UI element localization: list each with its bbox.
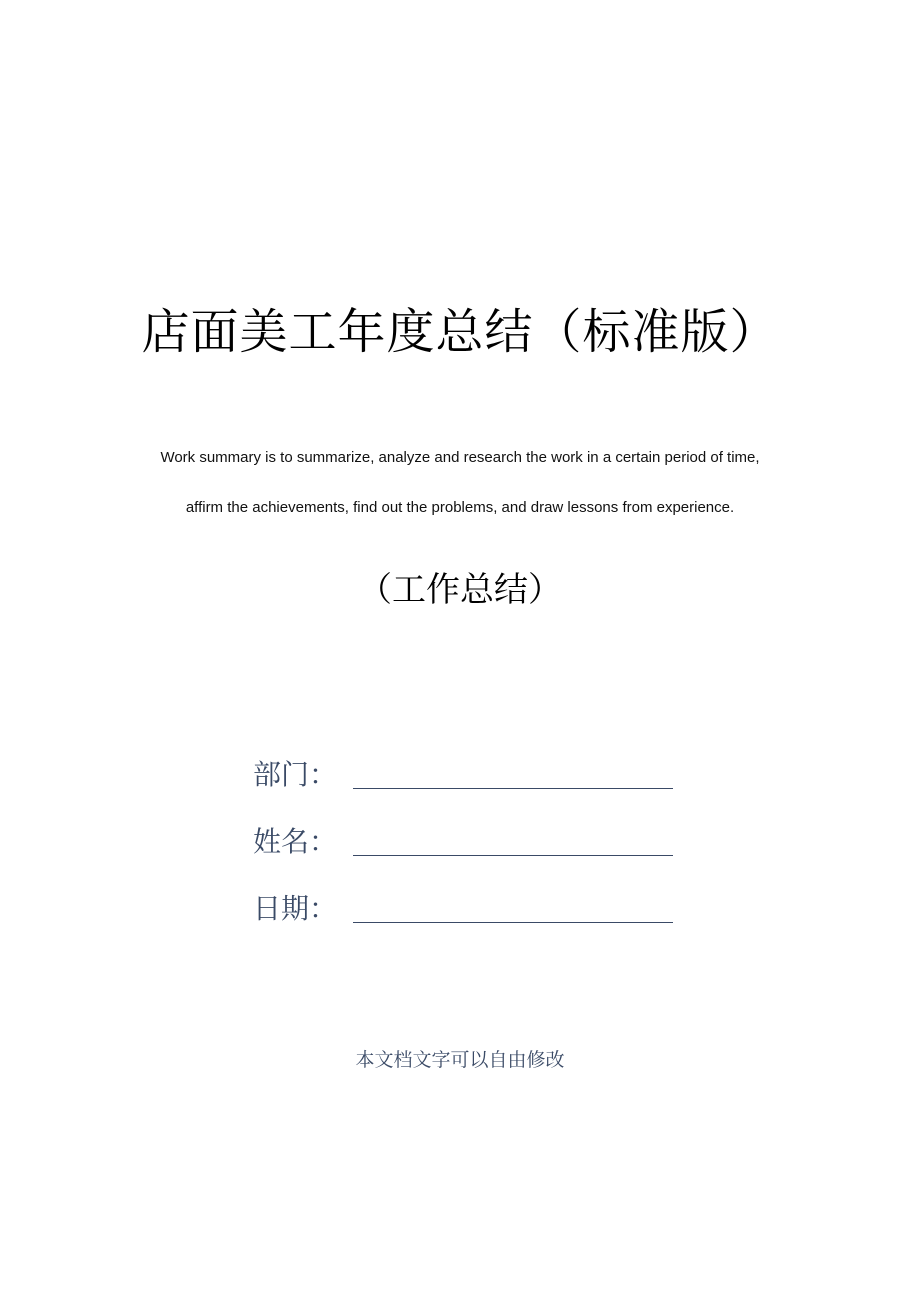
- editable-note: 本文档文字可以自由修改: [355, 1049, 565, 1071]
- department-blank-line[interactable]: [353, 788, 673, 789]
- department-field: [253, 755, 683, 799]
- department-label: 部门：: [253, 758, 338, 791]
- subtitle-line-1: Work summary is to summarize, analyze and research the work in a certain period of time,: [160, 449, 760, 466]
- name-field: [253, 822, 683, 866]
- subtitle-line-2: affirm the achievements, find out the problems, and draw lessons from experience.: [185, 499, 735, 516]
- document-category: （工作总结）: [358, 570, 562, 610]
- date-field: [253, 889, 683, 933]
- date-label: 日期：: [253, 892, 338, 925]
- date-blank-line[interactable]: [353, 922, 673, 923]
- name-label: 姓名：: [253, 825, 338, 858]
- document-title: 店面美工年度总结（标准版）: [141, 304, 779, 360]
- name-blank-line[interactable]: [353, 855, 673, 856]
